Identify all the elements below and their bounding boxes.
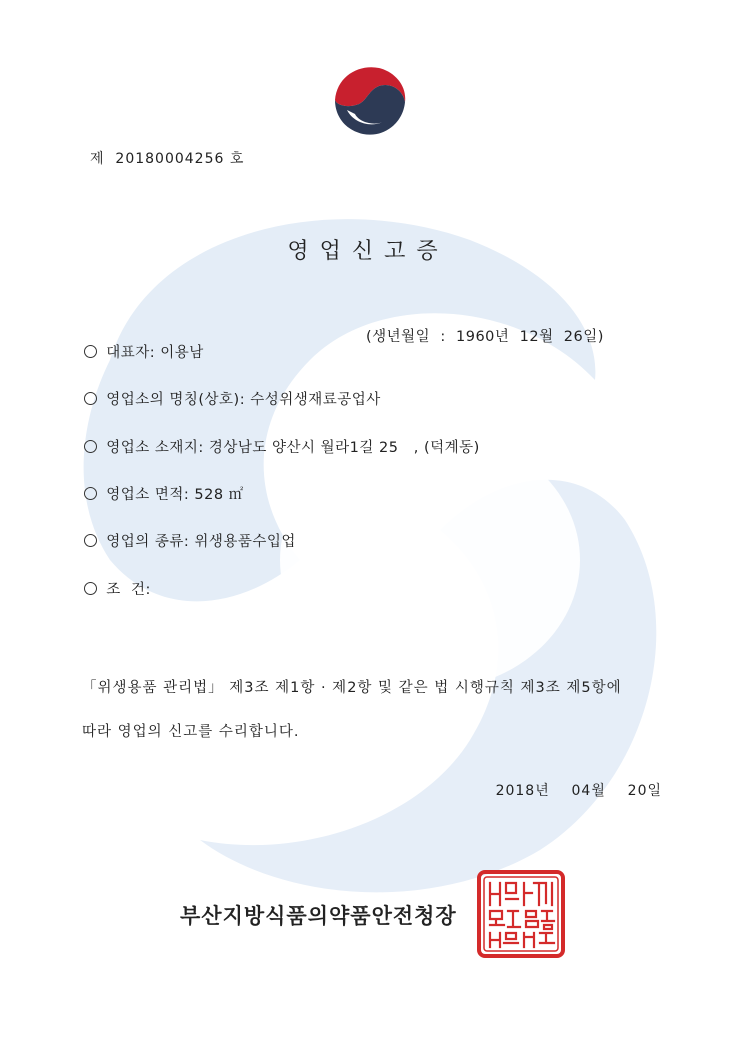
field-label: 영업소 소재지 [106, 440, 199, 456]
bullet-circle-icon [84, 440, 97, 453]
bullet-circle-icon [84, 345, 97, 358]
field-value: 수성위생재료공업사 [250, 392, 381, 408]
field-business-name: 영업소의 명칭(상호): 수성위생재료공업사 [74, 372, 381, 409]
field-label: 대표자 [106, 345, 150, 361]
field-label: 조 건 [106, 582, 146, 598]
bullet-circle-icon [84, 487, 97, 500]
statement-line-2: 따라 영업의 신고를 수리합니다. [82, 724, 300, 740]
document-number: 제 20180004256 호 [90, 151, 245, 167]
field-business-type: 영업의 종류: 위생용품수입업 [74, 514, 296, 551]
field-label: 영업의 종류 [106, 534, 184, 550]
field-value: 528 ㎡ [194, 487, 244, 503]
government-emblem-icon [329, 60, 411, 142]
bullet-circle-icon [84, 582, 97, 595]
field-representative: 대표자: 이용남 [74, 325, 204, 362]
issuer-name: 부산지방식품의약품안전청장 [180, 903, 457, 928]
field-label: 영업소의 명칭(상호) [106, 392, 240, 408]
bullet-circle-icon [84, 534, 97, 547]
bullet-circle-icon [84, 392, 97, 405]
statement-line-1: 「위생용품 관리법」 제3조 제1항 · 제2항 및 같은 법 시행규칙 제3조 제5항에 [82, 680, 622, 696]
document-title: 영업신고증 [287, 239, 449, 264]
issue-date: 2018년 04월 20일 [495, 783, 662, 799]
field-value: 위생용품수입업 [194, 534, 296, 550]
field-business-area: 영업소 면적: 528 ㎡ [74, 467, 244, 504]
field-business-address: 영업소 소재지: 경상남도 양산시 월라1길 25 , (덕계동) [74, 420, 480, 457]
field-conditions: 조 건: [74, 562, 151, 599]
birth-date: (생년월일 : 1960년 12월 26일) [366, 329, 604, 345]
field-value: 경상남도 양산시 월라1길 25 , (덕계동) [208, 440, 480, 456]
official-seal-icon [476, 869, 566, 959]
field-label: 영업소 면적 [106, 487, 184, 503]
field-value: 이용남 [160, 345, 204, 361]
